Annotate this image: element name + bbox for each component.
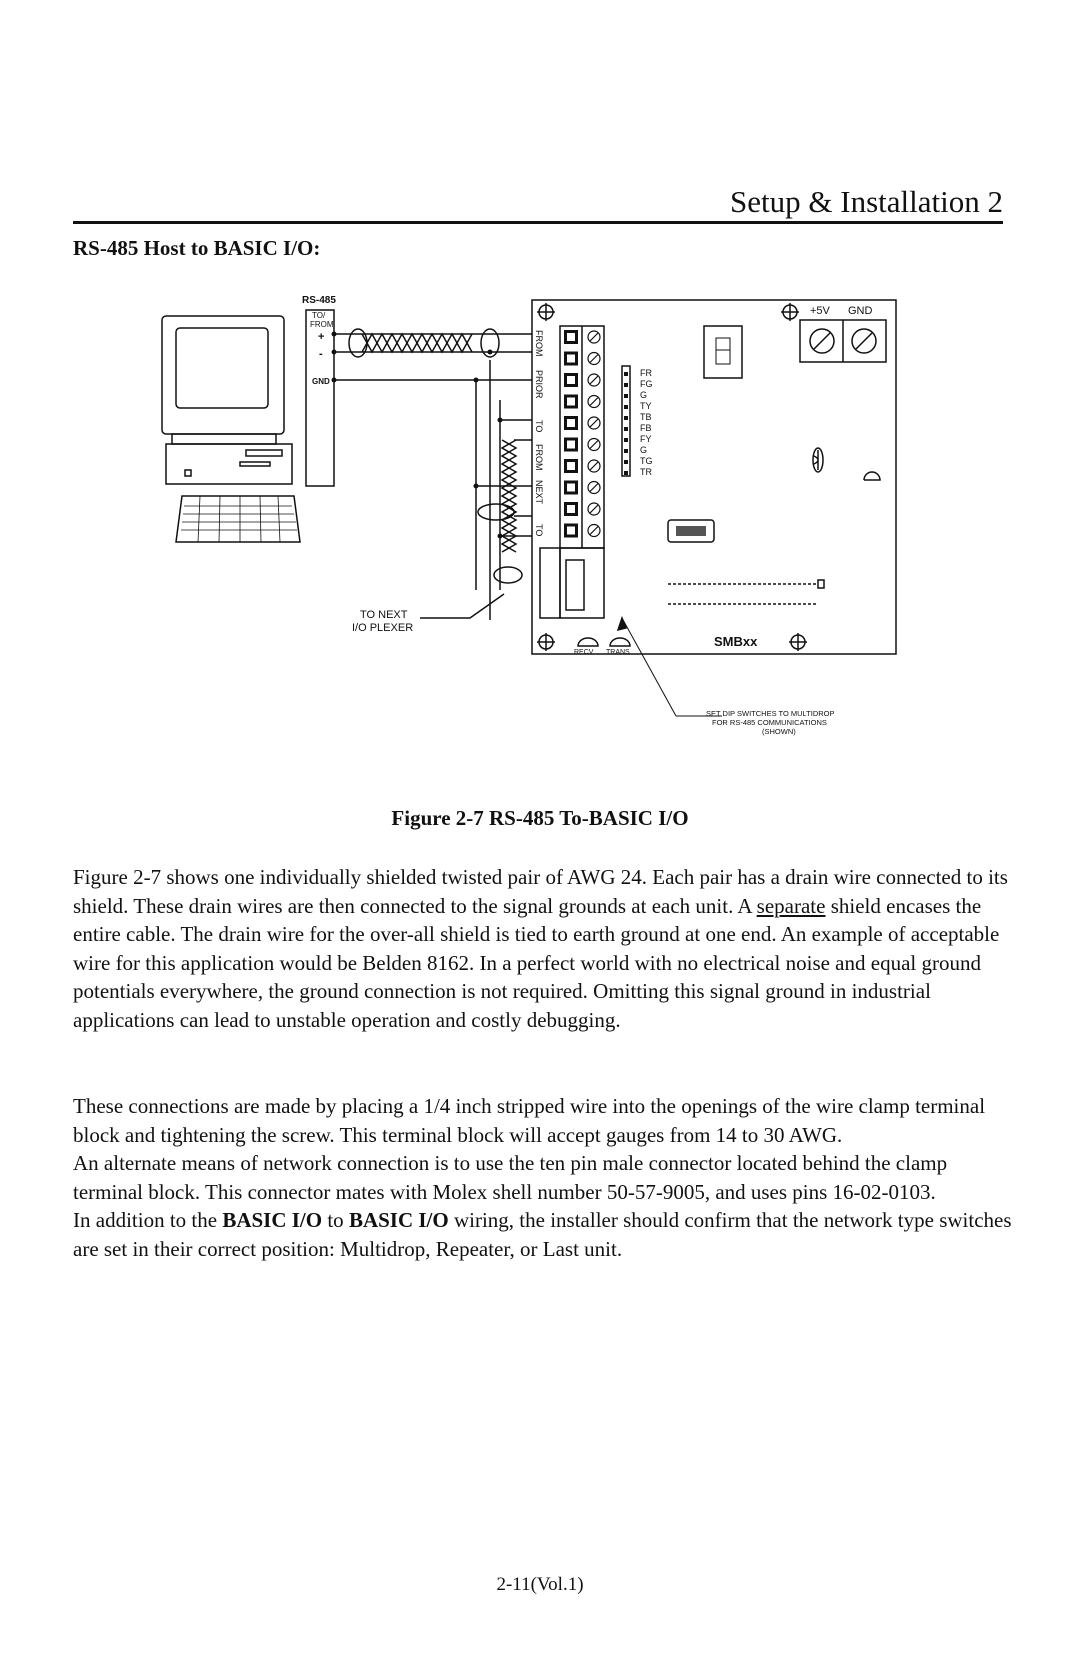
section-heading: RS-485 Host to BASIC I/O: xyxy=(73,236,321,260)
terminal-slot-opening xyxy=(567,462,575,470)
paragraph-2-sentence-3 xyxy=(73,1206,1013,1263)
term-to2-label: TO xyxy=(534,524,544,537)
board-gnd-label: GND xyxy=(848,305,873,317)
note-line-2: FOR RS-485 COMMUNICATIONS xyxy=(712,718,827,727)
led-label: FB xyxy=(640,423,652,433)
led-label: FY xyxy=(640,434,652,444)
led-indicator xyxy=(624,427,628,431)
term-prior-label: PRIOR xyxy=(534,370,544,399)
plus5v-label: +5V xyxy=(810,305,830,317)
terminal-slot-opening xyxy=(567,484,575,492)
terminal-slot-opening xyxy=(567,505,575,513)
led-label: G xyxy=(640,445,648,455)
terminal-slot-opening xyxy=(567,419,575,427)
s3-part-d: wiring, the installer should confirm that the network type switches are set in their correct position: Multidrop, Repeater, or Last unit. xyxy=(73,1208,1012,1261)
terminal-screw-slot xyxy=(590,527,598,535)
led-label: FG xyxy=(640,379,653,389)
led-label: TB xyxy=(640,412,652,422)
running-header: Setup & Installation 2 xyxy=(730,184,1003,219)
computer-icon xyxy=(162,316,300,542)
terminal-screw-slot xyxy=(590,462,598,470)
page-number: 2-11(Vol.1) xyxy=(496,1574,584,1595)
s3-part-c: to xyxy=(322,1208,349,1233)
figure-caption: Figure 2-7 RS-485 To-BASIC I/O xyxy=(391,806,689,830)
trans-label: TRANS xyxy=(606,649,630,656)
paragraph-2 xyxy=(73,1092,1013,1264)
paragraph-1-underlined: separate xyxy=(756,893,826,918)
terminal-screw-slot xyxy=(590,505,598,513)
paragraph-2-sentence-2: An alternate means of network connection is to use the ten pin male connector located behind the clamp terminal block. This connector mates with Molex shell number 50-57-9005, and uses pins 16-02-0103. xyxy=(73,1151,948,1204)
host-gnd-label: GND xyxy=(312,377,330,386)
term-from2-label: FROM xyxy=(534,444,544,471)
s3-bold-2: BASIC I/O xyxy=(348,1208,449,1233)
terminal-slot-opening xyxy=(567,527,575,535)
term-from-label: FROM xyxy=(534,330,544,357)
note-line-1: SET DIP SWITCHES TO MULTIDROP xyxy=(706,709,835,718)
io-plexer-label: I/O PLEXER xyxy=(352,622,414,634)
led-indicator xyxy=(624,383,628,387)
plus-label: + xyxy=(318,331,325,343)
note-line-3: (SHOWN) xyxy=(762,727,796,736)
terminal-screw-slot xyxy=(590,376,598,384)
led-indicator xyxy=(624,471,628,475)
led-indicator xyxy=(624,416,628,420)
recv-label: RECV xyxy=(574,649,594,656)
terminal-screw-slot xyxy=(590,355,598,363)
paragraph-2-sentence-1: These connections are made by placing a 1/4 inch stripped wire into the openings of the wire clamp terminal block and tightening the screw. This terminal block will accept gauges from 14 to 30 AWG. xyxy=(73,1094,986,1147)
terminal-screw-slot xyxy=(590,398,598,406)
led-label: TG xyxy=(640,456,653,466)
terminal-slot-opening xyxy=(567,398,575,406)
s3-part-a: In addition to the xyxy=(73,1208,223,1233)
led-indicator xyxy=(624,449,628,453)
to-label: TO/ xyxy=(312,311,326,320)
term-next-label: NEXT xyxy=(534,480,544,505)
wiring-diagram xyxy=(0,0,1080,760)
to-next-label: TO NEXT xyxy=(360,609,408,621)
terminal-screw-slot xyxy=(590,333,598,341)
paragraph-1 xyxy=(73,863,1013,1035)
led-indicator xyxy=(624,438,628,442)
paragraph-1-part-a: Figure 2-7 shows one individually shielded twisted pair of AWG 24. Each pair has a drain wire connected to its shield. These drain wires are then connected to the signal grounds at each unit. A xyxy=(73,865,1008,918)
led-label: FR xyxy=(640,368,652,378)
board-name: SMBxx xyxy=(714,634,758,649)
minus-label: - xyxy=(319,348,323,360)
led-label: TY xyxy=(640,401,652,411)
led-indicator xyxy=(624,460,628,464)
terminal-slot-opening xyxy=(567,355,575,363)
led-indicator xyxy=(624,372,628,376)
from-label: FROM xyxy=(310,320,334,329)
terminal-screw-slot xyxy=(590,484,598,492)
term-to-label: TO xyxy=(534,420,544,433)
s3-bold-1: BASIC I/O xyxy=(222,1208,323,1233)
led-indicator xyxy=(624,405,628,409)
terminal-screw-slot xyxy=(590,419,598,427)
paragraph-1-part-b: shield encases the entire cable. The drain wire for the over-all shield is tied to earth ground at one end. An example of acceptable wire for this application would be Belden 8162. In a perfect world with no electrical noise and equal ground potentials everywhere, the ground connection is not required. Omitting this signal ground in industrial applications can lead to unstable operation and costly debugging. xyxy=(73,893,1000,1032)
terminal-slot-opening xyxy=(567,333,575,341)
terminal-slot-opening xyxy=(567,441,575,449)
led-label: TR xyxy=(640,467,652,477)
led-indicator xyxy=(624,394,628,398)
terminal-slot-opening xyxy=(567,376,575,384)
rs485-label: RS-485 xyxy=(302,295,336,306)
terminal-screw-slot xyxy=(590,441,598,449)
led-label: G xyxy=(640,390,648,400)
